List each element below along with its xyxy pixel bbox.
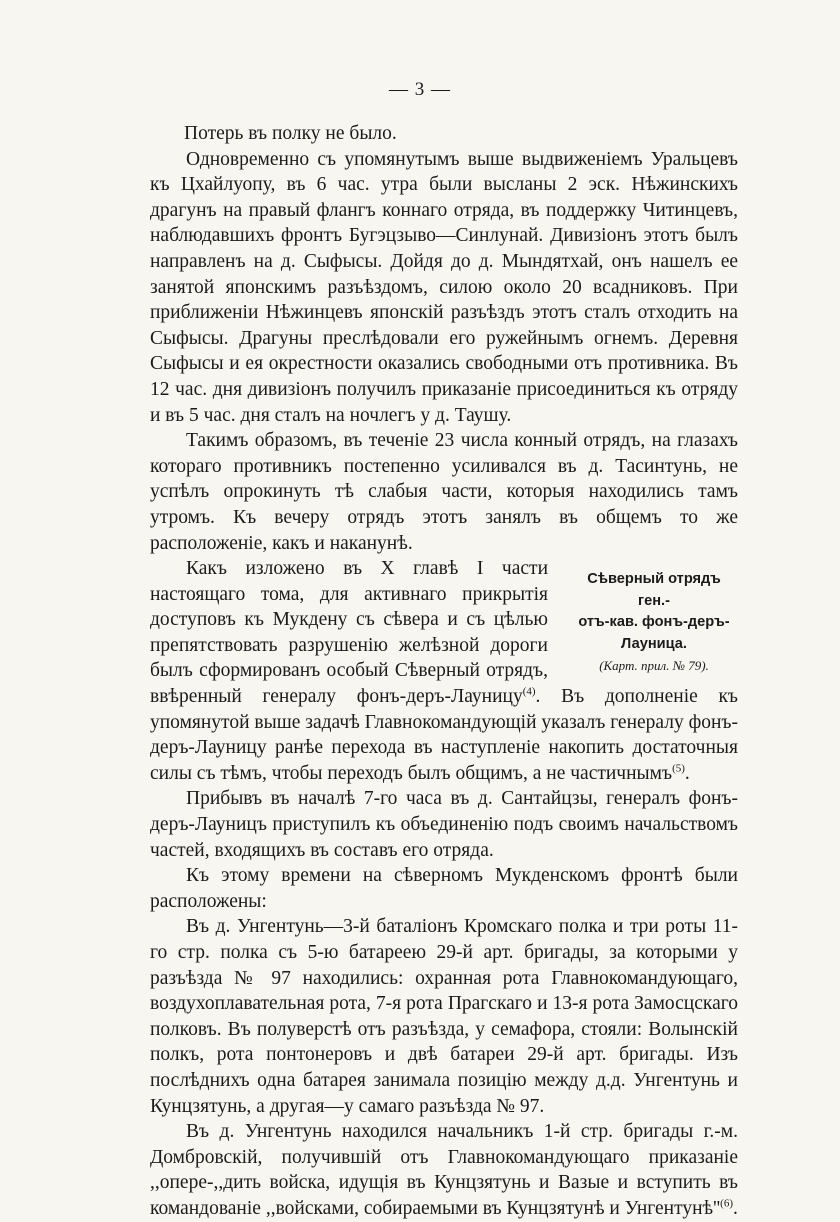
footnote-ref-6: (6)	[720, 1197, 733, 1210]
paragraph-3: Такимъ образомъ, въ теченіе 23 числа конный отрядъ, на глазахъ котораго противникъ постепенно усиливался въ д. Тасинтунь, не успѣлъ опрокинуть тѣ слабыя части, которыя находились тамъ утромъ. Къ вечеру отрядъ этотъ занялъ въ общемъ то же расположеніе, какъ и наканунѣ.	[150, 430, 738, 554]
sidenote-heading-line-1: Сѣверный отрядъ ген.-	[587, 571, 721, 609]
sidenote	[570, 569, 738, 677]
paragraph-8-text-a: Въ д. Унгентунь находился начальникъ 1-й стр. бригады г.-м. Домбровскій, получившій отъ Главнокомандующаго приказаніе ,,опере-,,дить войска, идущія въ Кунцзятунь и Вазые и вступить въ командованіе ,,войсками, собираемыми въ Кунцзятунѣ и Унгентунѣ''	[150, 1121, 738, 1219]
sidenote-heading-line-2: отъ-кав. фонъ-деръ-	[578, 614, 730, 631]
paragraph-4-text-b: . Въ дополненіе къ упомянутой выше задачѣ Главнокомандующій указалъ генералу фонъ-деръ-Лауницу ранѣе перехода въ наступленіе накопить достаточныя силы съ тѣмъ, чтобы переходъ былъ общимъ, а не частичнымъ	[150, 686, 739, 784]
paragraph-5: Прибывъ въ началѣ 7-го часа въ д. Сантайцзы, генералъ фонъ-деръ-Лауницъ приступилъ къ объединенію подъ своимъ начальствомъ частей, входящихъ въ составъ его отряда.	[150, 788, 738, 861]
paragraph-2: Одновременно съ упомянутымъ выше выдвиженіемъ Уральцевъ къ Цхайлуопу, въ 6 час. утра были высланы 2 эск. Нѣжинскихъ драгунъ на правый флангъ коннаго отряда, въ поддержку Читинцевъ, наблюдавшихъ фронтъ Бугэцзыво—Синлунай. Дивизіонъ этотъ былъ направленъ на д. Сыфысы. Дойдя до д. Мындятхай, онъ нашелъ ее занятой японскимъ разъѣздомъ, силою около 20 всадниковъ. При приближеніи Нѣжинцевъ японскій разъѣздъ этотъ сталъ отходить на Сыфысы. Драгуны преслѣдовали его ружейнымъ огнемъ. Деревня Сыфысы и ея окрестности оказались свободными отъ противника. Въ 12 час. дня дивизіонъ получилъ приказаніе присоединиться къ отряду и въ 5 час. дня сталъ на ночлегъ у д. Таушу.	[150, 148, 738, 426]
footnote-ref-5: (5)	[672, 762, 685, 775]
paragraph-8-text-b: .	[732, 1197, 738, 1219]
paragraph-6: Къ этому времени на сѣверномъ Мукденскомъ фронтѣ были расположены:	[150, 865, 738, 912]
paragraph-4-text-a: Какъ изложено въ X главѣ I части настоящаго тома, для активнаго прикрытія доступовъ къ Мукдену съ сѣвера и съ цѣлью препятствовать разрушенію желѣзной дороги былъ сформированъ особый Сѣверный отрядъ, ввѣренный генералу фонъ-деръ-Лауницу	[150, 558, 548, 708]
footnote-ref-4: (4)	[522, 685, 536, 698]
paragraph-8	[150, 1119, 738, 1221]
paragraph-7: Въ д. Унгентунь—3-й баталіонъ Кромскаго полка и три роты 11-го стр. полка съ 5-ю батареею 29-й арт. бригады, за которыми у разъѣзда № 97 находились: охранная рота Главнокомандующаго, воздухоплавательная рота, 7-я рота Прагскаго и 13-я рота Замосцскаго полковъ. Въ полуверстѣ отъ разъѣзда, у семафора, стояли: Волынскій полкъ, рота понтонеровъ и двѣ батареи 29-й арт. бригады. Изъ послѣднихъ одна батарея занимала позицію между д.д. Унгентунь и Кунцзятунь, а другая—у самаго разъѣзда № 97.	[150, 916, 738, 1117]
sidenote-map-reference: (Карт. прил. № 79).	[599, 658, 709, 674]
paragraph-1: Потерь въ полку не было.	[184, 123, 397, 144]
body-text	[150, 121, 738, 1222]
paragraph-4-text-c: .	[684, 762, 690, 784]
page-number: — 3 —	[389, 79, 451, 100]
sidenote-heading-line-3: Лауница.	[621, 635, 687, 652]
paragraph-4	[150, 556, 738, 786]
